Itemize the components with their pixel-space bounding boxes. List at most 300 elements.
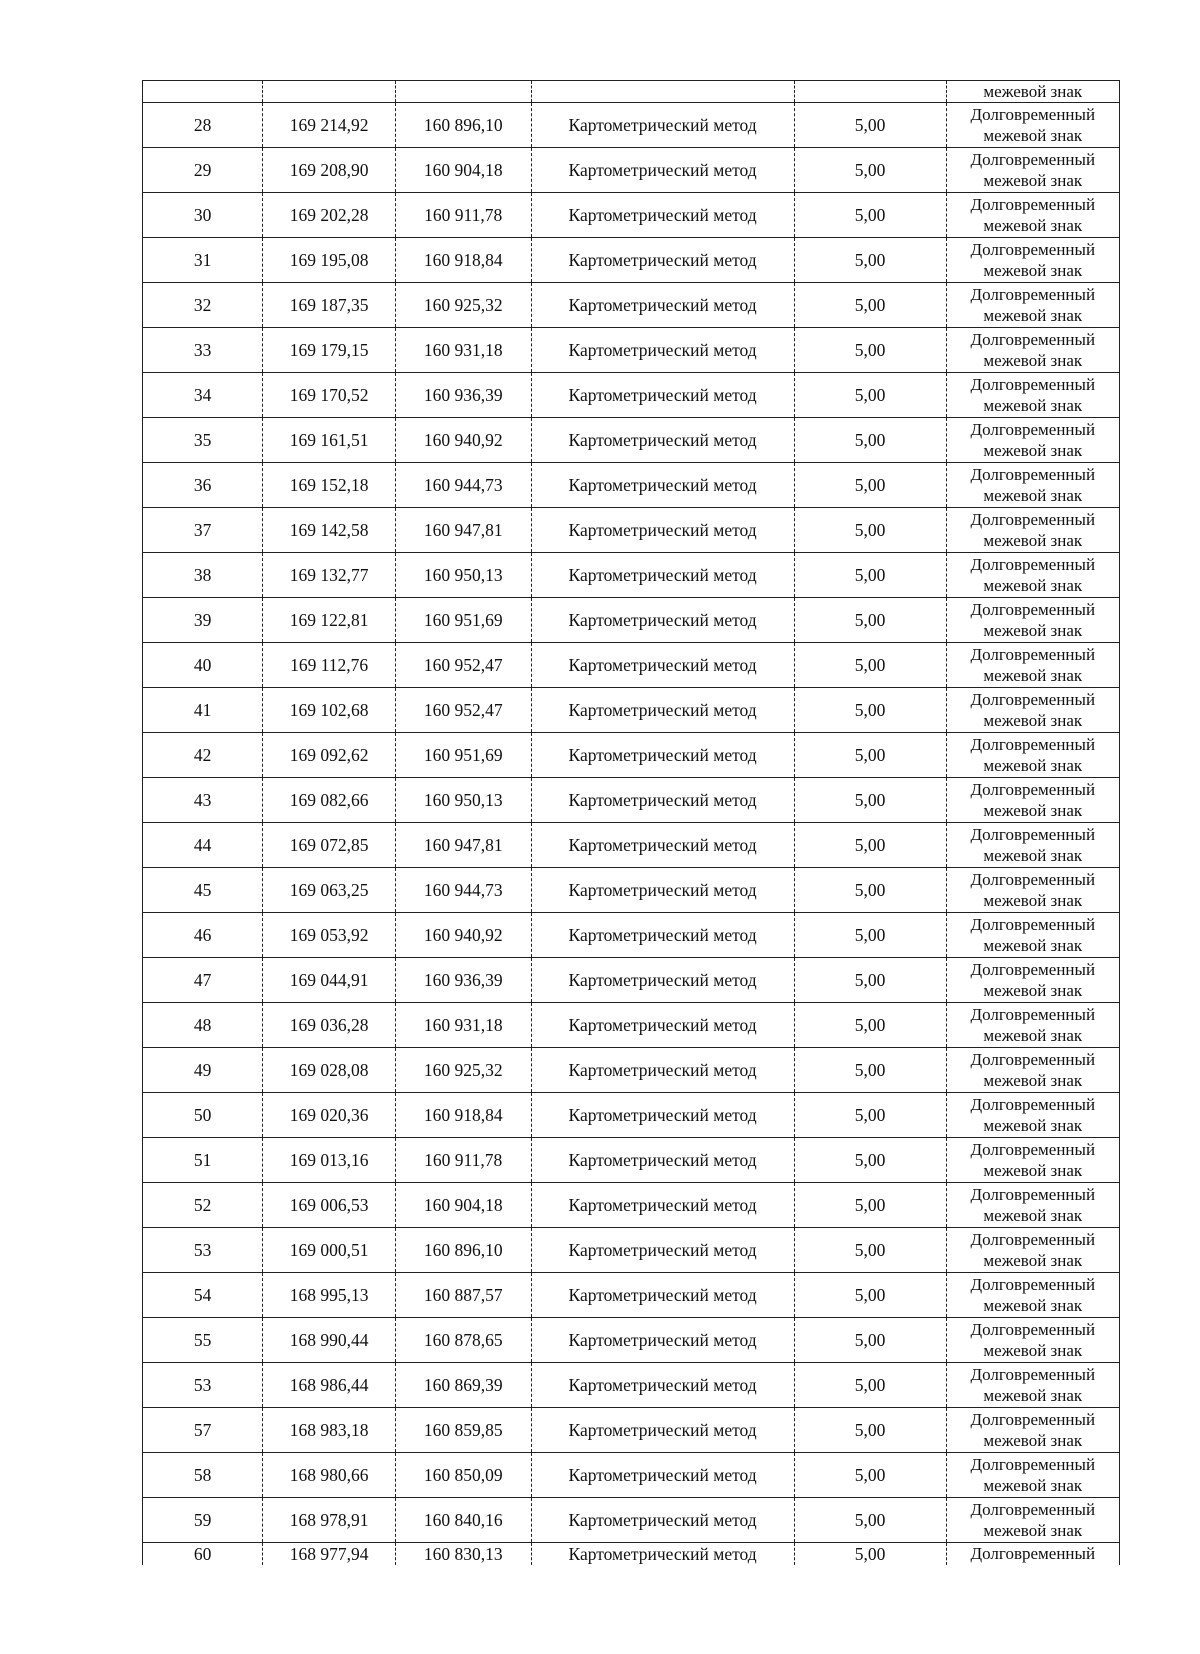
sign-line-2: межевой знак <box>983 486 1083 505</box>
cell-sign <box>946 553 1119 598</box>
cell-sign <box>946 958 1119 1003</box>
table-row <box>143 868 1120 913</box>
table-row <box>143 553 1120 598</box>
sign-line-1: Долговременный <box>970 960 1096 979</box>
table-row <box>143 643 1120 688</box>
cell-x: 169 000,51 <box>263 1228 396 1273</box>
sign-line-1: Долговременный <box>970 1320 1096 1339</box>
cell-x: 169 179,15 <box>263 328 396 373</box>
cell-accuracy: 5,00 <box>794 373 946 418</box>
table-row <box>143 238 1120 283</box>
sign-line-1: Долговременный <box>970 1365 1096 1384</box>
cell-x: 169 202,28 <box>263 193 396 238</box>
cell-y: 160 896,10 <box>395 103 531 148</box>
sign-line-1: Долговременный <box>970 645 1096 664</box>
cell-sign <box>946 1183 1119 1228</box>
cell-x: 169 195,08 <box>263 238 396 283</box>
cell-method: Картометрический метод <box>531 373 794 418</box>
cell-x: 169 122,81 <box>263 598 396 643</box>
sign-line-2: межевой знак <box>983 531 1083 550</box>
sign-line-1: Долговременный <box>970 1140 1096 1159</box>
cell-x: 169 053,92 <box>263 913 396 958</box>
cell-accuracy: 5,00 <box>794 1453 946 1498</box>
sign-line-1: Долговременный <box>970 1185 1096 1204</box>
cell-y: 160 951,69 <box>395 598 531 643</box>
cell-sign <box>946 283 1119 328</box>
cell-x: 168 977,94 <box>263 1543 396 1566</box>
cell-method: Картометрический метод <box>531 1228 794 1273</box>
cell-method: Картометрический метод <box>531 1543 794 1566</box>
cell-y: 160 944,73 <box>395 463 531 508</box>
cell-sign <box>946 328 1119 373</box>
cell-y: 160 931,18 <box>395 1003 531 1048</box>
cell-point-number: 48 <box>143 1003 263 1048</box>
cell-sign <box>946 1048 1119 1093</box>
cell-method: Картометрический метод <box>531 1183 794 1228</box>
cell-point-number: 43 <box>143 778 263 823</box>
cell-method: Картометрический метод <box>531 688 794 733</box>
cell-accuracy: 5,00 <box>794 958 946 1003</box>
sign-line-1: Долговременный <box>970 150 1096 169</box>
table-row <box>143 1138 1120 1183</box>
sign-line-2: межевой знак <box>983 666 1083 685</box>
cell-method: Картометрический метод <box>531 1318 794 1363</box>
table-row <box>143 1498 1120 1543</box>
cell-accuracy: 5,00 <box>794 508 946 553</box>
cell-method: Картометрический метод <box>531 193 794 238</box>
sign-line-2: межевой знак <box>983 891 1083 910</box>
cell-point-number: 41 <box>143 688 263 733</box>
cell-x: 169 036,28 <box>263 1003 396 1048</box>
cell-method: Картометрический метод <box>531 283 794 328</box>
sign-line-1: Долговременный <box>970 915 1096 934</box>
cell-accuracy: 5,00 <box>794 1318 946 1363</box>
sign-line-1: Долговременный <box>970 600 1096 619</box>
cell-accuracy: 5,00 <box>794 1093 946 1138</box>
cell-sign <box>946 373 1119 418</box>
cell-point-number: 28 <box>143 103 263 148</box>
sign-line-1: Долговременный <box>970 1544 1096 1563</box>
cell-sign <box>946 643 1119 688</box>
cell-y: 160 951,69 <box>395 733 531 778</box>
cell-point-number: 53 <box>143 1363 263 1408</box>
cell-method: Картометрический метод <box>531 1048 794 1093</box>
cell-accuracy: 5,00 <box>794 103 946 148</box>
cell-method: Картометрический метод <box>531 868 794 913</box>
sign-line-1: Долговременный <box>970 1095 1096 1114</box>
sign-line-1: Долговременный <box>970 1230 1096 1249</box>
cell-method: Картометрический метод <box>531 103 794 148</box>
cell-sign <box>946 733 1119 778</box>
cell-sign <box>946 823 1119 868</box>
cell-point-number: 40 <box>143 643 263 688</box>
sign-line-2: межевой знак <box>983 171 1083 190</box>
cell-y: 160 925,32 <box>395 283 531 328</box>
cell-point-number: 46 <box>143 913 263 958</box>
cell-x: 169 102,68 <box>263 688 396 733</box>
cell-accuracy: 5,00 <box>794 283 946 328</box>
sign-line-2: межевой знак <box>983 981 1083 1000</box>
sign-line-2: межевой знак <box>983 216 1083 235</box>
cell-x <box>263 81 396 103</box>
cell-sign <box>946 1273 1119 1318</box>
sign-line-2: межевой знак <box>983 306 1083 325</box>
sign-line-2: межевой знак <box>983 711 1083 730</box>
table-row <box>143 1183 1120 1228</box>
cell-accuracy: 5,00 <box>794 148 946 193</box>
cell-y: 160 904,18 <box>395 148 531 193</box>
table-row <box>143 688 1120 733</box>
cell-method: Картометрический метод <box>531 328 794 373</box>
cell-point-number: 42 <box>143 733 263 778</box>
sign-line-2: межевой знак <box>983 1251 1083 1270</box>
sign-line-2: межевой знак <box>983 126 1083 145</box>
sign-line-1: Долговременный <box>970 195 1096 214</box>
sign-line-1: Долговременный <box>970 735 1096 754</box>
cell-y: 160 925,32 <box>395 1048 531 1093</box>
cell-method: Картометрический метод <box>531 913 794 958</box>
sign-line-2: межевой знак <box>983 1116 1083 1135</box>
cell-point-number: 33 <box>143 328 263 373</box>
cell-method: Картометрический метод <box>531 733 794 778</box>
cell-y <box>395 81 531 103</box>
sign-line-2: межевой знак <box>983 441 1083 460</box>
cell-y: 160 931,18 <box>395 328 531 373</box>
cell-y: 160 859,85 <box>395 1408 531 1453</box>
cell-y: 160 830,13 <box>395 1543 531 1566</box>
cell-y: 160 936,39 <box>395 958 531 1003</box>
sign-line-2: межевой знак <box>983 936 1083 955</box>
cell-x: 169 092,62 <box>263 733 396 778</box>
cell-point-number: 44 <box>143 823 263 868</box>
sign-line-2: межевой знак <box>983 1296 1083 1315</box>
cell-method: Картометрический метод <box>531 778 794 823</box>
cell-x: 169 044,91 <box>263 958 396 1003</box>
cell-sign <box>946 1498 1119 1543</box>
sign-line-1: Долговременный <box>970 510 1096 529</box>
cell-method: Картометрический метод <box>531 238 794 283</box>
sign-line-1: Долговременный <box>970 1410 1096 1429</box>
cell-point-number: 45 <box>143 868 263 913</box>
sign-line-2: межевой знак <box>983 82 1083 101</box>
table-row <box>143 733 1120 778</box>
table-row <box>143 823 1120 868</box>
cell-y: 160 950,13 <box>395 553 531 598</box>
cell-sign <box>946 81 1119 103</box>
table-row <box>143 328 1120 373</box>
cell-point-number: 37 <box>143 508 263 553</box>
cell-y: 160 940,92 <box>395 418 531 463</box>
cell-method: Картометрический метод <box>531 823 794 868</box>
cell-point-number: 29 <box>143 148 263 193</box>
cell-method: Картометрический метод <box>531 418 794 463</box>
cell-y: 160 878,65 <box>395 1318 531 1363</box>
cell-method: Картометрический метод <box>531 1408 794 1453</box>
cell-accuracy: 5,00 <box>794 1138 946 1183</box>
table-row <box>143 373 1120 418</box>
cell-y: 160 944,73 <box>395 868 531 913</box>
sign-line-2: межевой знак <box>983 1521 1083 1540</box>
sign-line-2: межевой знак <box>983 1206 1083 1225</box>
cell-y: 160 850,09 <box>395 1453 531 1498</box>
sign-line-1: Долговременный <box>970 780 1096 799</box>
cell-point-number: 59 <box>143 1498 263 1543</box>
cell-point-number <box>143 81 263 103</box>
cell-x: 168 986,44 <box>263 1363 396 1408</box>
cell-y: 160 950,13 <box>395 778 531 823</box>
cell-sign <box>946 103 1119 148</box>
cell-accuracy: 5,00 <box>794 1273 946 1318</box>
sign-line-1: Долговременный <box>970 870 1096 889</box>
cell-x: 169 152,18 <box>263 463 396 508</box>
sign-line-1: Долговременный <box>970 105 1096 124</box>
cell-method: Картометрический метод <box>531 463 794 508</box>
cell-method: Картометрический метод <box>531 643 794 688</box>
cell-y: 160 947,81 <box>395 823 531 868</box>
sign-line-2: межевой знак <box>983 1341 1083 1360</box>
cell-accuracy: 5,00 <box>794 418 946 463</box>
table-row <box>143 1318 1120 1363</box>
cell-point-number: 47 <box>143 958 263 1003</box>
cell-accuracy: 5,00 <box>794 643 946 688</box>
cell-sign <box>946 1003 1119 1048</box>
sign-line-2: межевой знак <box>983 261 1083 280</box>
table-row <box>143 463 1120 508</box>
sign-line-1: Долговременный <box>970 555 1096 574</box>
cell-x: 169 072,85 <box>263 823 396 868</box>
cell-y: 160 952,47 <box>395 688 531 733</box>
cell-method: Картометрический метод <box>531 148 794 193</box>
cell-accuracy: 5,00 <box>794 553 946 598</box>
table-row <box>143 1003 1120 1048</box>
cell-y: 160 936,39 <box>395 373 531 418</box>
sign-line-2: межевой знак <box>983 1071 1083 1090</box>
sign-line-1: Долговременный <box>970 825 1096 844</box>
cell-accuracy: 5,00 <box>794 1183 946 1228</box>
cell-x: 168 978,91 <box>263 1498 396 1543</box>
cell-y: 160 947,81 <box>395 508 531 553</box>
cell-x: 168 980,66 <box>263 1453 396 1498</box>
cell-point-number: 35 <box>143 418 263 463</box>
cell-sign <box>946 1408 1119 1453</box>
cell-point-number: 49 <box>143 1048 263 1093</box>
cell-accuracy: 5,00 <box>794 913 946 958</box>
cell-point-number: 31 <box>143 238 263 283</box>
cell-accuracy: 5,00 <box>794 1003 946 1048</box>
cell-method: Картометрический метод <box>531 958 794 1003</box>
sign-line-2: межевой знак <box>983 351 1083 370</box>
sign-line-1: Долговременный <box>970 1455 1096 1474</box>
table-row <box>143 1093 1120 1138</box>
cell-sign <box>946 868 1119 913</box>
cell-sign <box>946 238 1119 283</box>
cell-x: 169 142,58 <box>263 508 396 553</box>
sign-line-2: межевой знак <box>983 576 1083 595</box>
cell-accuracy: 5,00 <box>794 868 946 913</box>
sign-line-2: межевой знак <box>983 1431 1083 1450</box>
cell-method: Картометрический метод <box>531 1138 794 1183</box>
cell-x: 169 208,90 <box>263 148 396 193</box>
cell-sign <box>946 778 1119 823</box>
sign-line-1: Долговременный <box>970 285 1096 304</box>
cell-sign <box>946 688 1119 733</box>
cell-x: 169 020,36 <box>263 1093 396 1138</box>
table-row <box>143 1273 1120 1318</box>
cell-accuracy: 5,00 <box>794 733 946 778</box>
sign-line-2: межевой знак <box>983 801 1083 820</box>
table-row <box>143 1453 1120 1498</box>
cell-point-number: 39 <box>143 598 263 643</box>
table-row <box>143 1048 1120 1093</box>
cell-point-number: 50 <box>143 1093 263 1138</box>
cell-point-number: 53 <box>143 1228 263 1273</box>
sign-line-2: межевой знак <box>983 756 1083 775</box>
cell-sign <box>946 913 1119 958</box>
table-row <box>143 1228 1120 1273</box>
cell-x: 169 013,16 <box>263 1138 396 1183</box>
cell-accuracy: 5,00 <box>794 598 946 643</box>
sign-line-1: Долговременный <box>970 375 1096 394</box>
cell-method: Картометрический метод <box>531 1453 794 1498</box>
cell-x: 169 063,25 <box>263 868 396 913</box>
cell-y: 160 840,16 <box>395 1498 531 1543</box>
cell-y: 160 918,84 <box>395 1093 531 1138</box>
cell-point-number: 38 <box>143 553 263 598</box>
cell-sign <box>946 508 1119 553</box>
table-row <box>143 418 1120 463</box>
cell-method: Картометрический метод <box>531 1363 794 1408</box>
cell-y: 160 896,10 <box>395 1228 531 1273</box>
cell-method: Картометрический метод <box>531 553 794 598</box>
table-row-continued <box>143 81 1120 103</box>
cell-method: Картометрический метод <box>531 1093 794 1138</box>
sign-line-2: межевой знак <box>983 621 1083 640</box>
cell-point-number: 51 <box>143 1138 263 1183</box>
cell-x: 168 995,13 <box>263 1273 396 1318</box>
cell-accuracy <box>794 81 946 103</box>
cell-x: 169 112,76 <box>263 643 396 688</box>
cell-sign <box>946 1318 1119 1363</box>
table-row <box>143 508 1120 553</box>
cell-method <box>531 81 794 103</box>
table-row <box>143 598 1120 643</box>
table-row <box>143 283 1120 328</box>
cell-x: 169 161,51 <box>263 418 396 463</box>
sign-line-1: Долговременный <box>970 690 1096 709</box>
table-row <box>143 193 1120 238</box>
cell-accuracy: 5,00 <box>794 238 946 283</box>
cell-sign <box>946 1363 1119 1408</box>
sign-line-1: Долговременный <box>970 420 1096 439</box>
cell-point-number: 60 <box>143 1543 263 1566</box>
cell-method: Картометрический метод <box>531 1498 794 1543</box>
cell-sign <box>946 193 1119 238</box>
cell-x: 169 170,52 <box>263 373 396 418</box>
sign-line-2: межевой знак <box>983 396 1083 415</box>
cell-accuracy: 5,00 <box>794 463 946 508</box>
cell-sign <box>946 418 1119 463</box>
sign-line-2: межевой знак <box>983 1386 1083 1405</box>
cell-point-number: 30 <box>143 193 263 238</box>
cell-accuracy: 5,00 <box>794 1498 946 1543</box>
cell-point-number: 54 <box>143 1273 263 1318</box>
cell-method: Картометрический метод <box>531 1003 794 1048</box>
cell-accuracy: 5,00 <box>794 1228 946 1273</box>
cell-accuracy: 5,00 <box>794 193 946 238</box>
cell-x: 169 214,92 <box>263 103 396 148</box>
sign-line-1: Долговременный <box>970 1500 1096 1519</box>
cell-accuracy: 5,00 <box>794 1363 946 1408</box>
cell-y: 160 952,47 <box>395 643 531 688</box>
cell-sign <box>946 1543 1119 1566</box>
cell-sign <box>946 1138 1119 1183</box>
table-row <box>143 148 1120 193</box>
cell-sign <box>946 148 1119 193</box>
cell-sign <box>946 598 1119 643</box>
table-row <box>143 958 1120 1003</box>
cell-y: 160 911,78 <box>395 1138 531 1183</box>
table-row <box>143 913 1120 958</box>
cell-method: Картометрический метод <box>531 508 794 553</box>
cell-y: 160 904,18 <box>395 1183 531 1228</box>
cell-accuracy: 5,00 <box>794 1048 946 1093</box>
table-row <box>143 1543 1120 1566</box>
cell-accuracy: 5,00 <box>794 688 946 733</box>
cell-accuracy: 5,00 <box>794 823 946 868</box>
cell-sign <box>946 1453 1119 1498</box>
boundary-points-table <box>142 80 1120 1565</box>
cell-accuracy: 5,00 <box>794 328 946 373</box>
cell-point-number: 32 <box>143 283 263 328</box>
cell-sign <box>946 1093 1119 1138</box>
cell-accuracy: 5,00 <box>794 1408 946 1453</box>
cell-method: Картометрический метод <box>531 598 794 643</box>
table-row <box>143 778 1120 823</box>
cell-point-number: 52 <box>143 1183 263 1228</box>
cell-point-number: 58 <box>143 1453 263 1498</box>
sign-line-1: Долговременный <box>970 465 1096 484</box>
cell-point-number: 36 <box>143 463 263 508</box>
cell-x: 168 983,18 <box>263 1408 396 1453</box>
cell-y: 160 887,57 <box>395 1273 531 1318</box>
cell-sign <box>946 1228 1119 1273</box>
cell-sign <box>946 463 1119 508</box>
table-row <box>143 1363 1120 1408</box>
table-row <box>143 1408 1120 1453</box>
table-row <box>143 103 1120 148</box>
cell-point-number: 55 <box>143 1318 263 1363</box>
sign-line-2: межевой знак <box>983 1161 1083 1180</box>
cell-x: 169 132,77 <box>263 553 396 598</box>
cell-method: Картометрический метод <box>531 1273 794 1318</box>
sign-line-1: Долговременный <box>970 240 1096 259</box>
cell-x: 168 990,44 <box>263 1318 396 1363</box>
cell-y: 160 869,39 <box>395 1363 531 1408</box>
sign-line-1: Долговременный <box>970 330 1096 349</box>
table-body <box>143 81 1120 1566</box>
sign-line-1: Долговременный <box>970 1050 1096 1069</box>
cell-accuracy: 5,00 <box>794 1543 946 1566</box>
cell-y: 160 918,84 <box>395 238 531 283</box>
sign-line-2: межевой знак <box>983 846 1083 865</box>
sign-line-2: межевой знак <box>983 1026 1083 1045</box>
cell-x: 169 082,66 <box>263 778 396 823</box>
cell-y: 160 911,78 <box>395 193 531 238</box>
cell-accuracy: 5,00 <box>794 778 946 823</box>
sign-line-2: межевой знак <box>983 1476 1083 1495</box>
cell-x: 169 028,08 <box>263 1048 396 1093</box>
cell-y: 160 940,92 <box>395 913 531 958</box>
